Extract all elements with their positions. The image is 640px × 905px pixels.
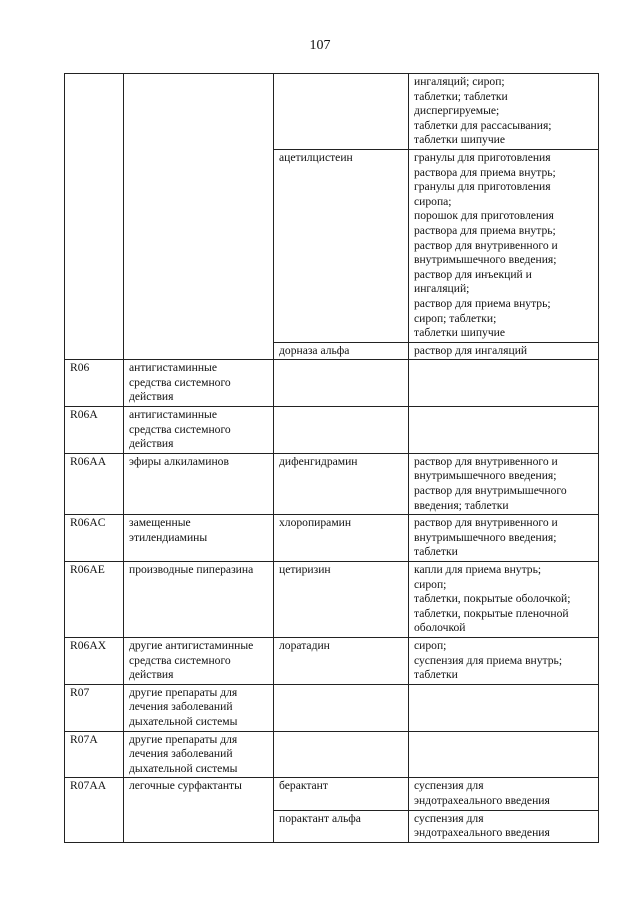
- atc-code-cell: [65, 74, 124, 360]
- table-row: [65, 731, 599, 778]
- dosage-forms-cell: раствор для ингаляций: [409, 342, 599, 360]
- substance-cell: дорназа альфа: [274, 342, 409, 360]
- group-name-cell: другие препараты для лечения заболеваний дыхательной системы: [124, 731, 274, 778]
- atc-code-cell: R07: [65, 684, 124, 731]
- substance-cell: [274, 731, 409, 778]
- atc-code-cell: R06AC: [65, 515, 124, 562]
- group-name-cell: эфиры алкиламинов: [124, 453, 274, 514]
- dosage-forms-cell: сироп; суспензия для приема внутрь; таблетки: [409, 637, 599, 684]
- substance-cell: порактант альфа: [274, 810, 409, 842]
- group-name-cell: замещенные этилендиамины: [124, 515, 274, 562]
- dosage-forms-cell: суспензия для эндотрахеального введения: [409, 810, 599, 842]
- substance-cell: берактант: [274, 778, 409, 810]
- dosage-forms-cell: [409, 360, 599, 407]
- substance-cell: цетиризин: [274, 562, 409, 638]
- group-name-cell: [124, 74, 274, 360]
- atc-code-cell: R06AE: [65, 562, 124, 638]
- atc-code-cell: R06A: [65, 407, 124, 454]
- group-name-cell: антигистаминные средства системного действия: [124, 360, 274, 407]
- group-name-cell: легочные сурфактанты: [124, 778, 274, 842]
- table-row: [65, 453, 599, 514]
- dosage-forms-cell: ингаляций; сироп; таблетки; таблетки диспергируемые; таблетки для рассасывания; таблетки шипучие: [409, 74, 599, 150]
- substance-cell: хлоропирамин: [274, 515, 409, 562]
- table-row: [65, 778, 599, 810]
- dosage-forms-cell: гранулы для приготовления раствора для приема внутрь; гранулы для приготовления сиропа; порошок для приготовления раствора для приема внутрь; раствор для внутривенного и внутримышечного введения; раствор для инъекций и ингаляций; раствор для приема внутрь; сироп; таблетки; таблетки шипучие: [409, 149, 599, 342]
- table-row: [65, 515, 599, 562]
- drug-table: [64, 73, 599, 843]
- dosage-forms-cell: раствор для внутривенного и внутримышечного введения; раствор для внутримышечного введения; таблетки: [409, 453, 599, 514]
- dosage-forms-cell: раствор для внутривенного и внутримышечного введения; таблетки: [409, 515, 599, 562]
- table-row: [65, 562, 599, 638]
- page-number: 107: [309, 38, 331, 53]
- dosage-forms-cell: суспензия для эндотрахеального введения: [409, 778, 599, 810]
- substance-cell: дифенгидрамин: [274, 453, 409, 514]
- group-name-cell: антигистаминные средства системного действия: [124, 407, 274, 454]
- table-row: [65, 684, 599, 731]
- dosage-forms-cell: [409, 684, 599, 731]
- atc-code-cell: R06AA: [65, 453, 124, 514]
- group-name-cell: производные пиперазина: [124, 562, 274, 638]
- group-name-cell: другие препараты для лечения заболеваний дыхательной системы: [124, 684, 274, 731]
- table-row: [65, 74, 599, 150]
- dosage-forms-cell: [409, 407, 599, 454]
- substance-cell: [274, 360, 409, 407]
- dosage-forms-cell: [409, 731, 599, 778]
- substance-cell: [274, 407, 409, 454]
- table-row: [65, 407, 599, 454]
- atc-code-cell: R07AA: [65, 778, 124, 842]
- atc-code-cell: R07A: [65, 731, 124, 778]
- group-name-cell: другие антигистаминные средства системного действия: [124, 637, 274, 684]
- substance-cell: лоратадин: [274, 637, 409, 684]
- substance-cell: [274, 74, 409, 150]
- table-row: [65, 637, 599, 684]
- substance-cell: [274, 684, 409, 731]
- atc-code-cell: R06AX: [65, 637, 124, 684]
- substance-cell: ацетилцистеин: [274, 149, 409, 342]
- atc-code-cell: R06: [65, 360, 124, 407]
- table-row: [65, 360, 599, 407]
- dosage-forms-cell: капли для приема внутрь; сироп; таблетки, покрытые оболочкой; таблетки, покрытые пленочной оболочкой: [409, 562, 599, 638]
